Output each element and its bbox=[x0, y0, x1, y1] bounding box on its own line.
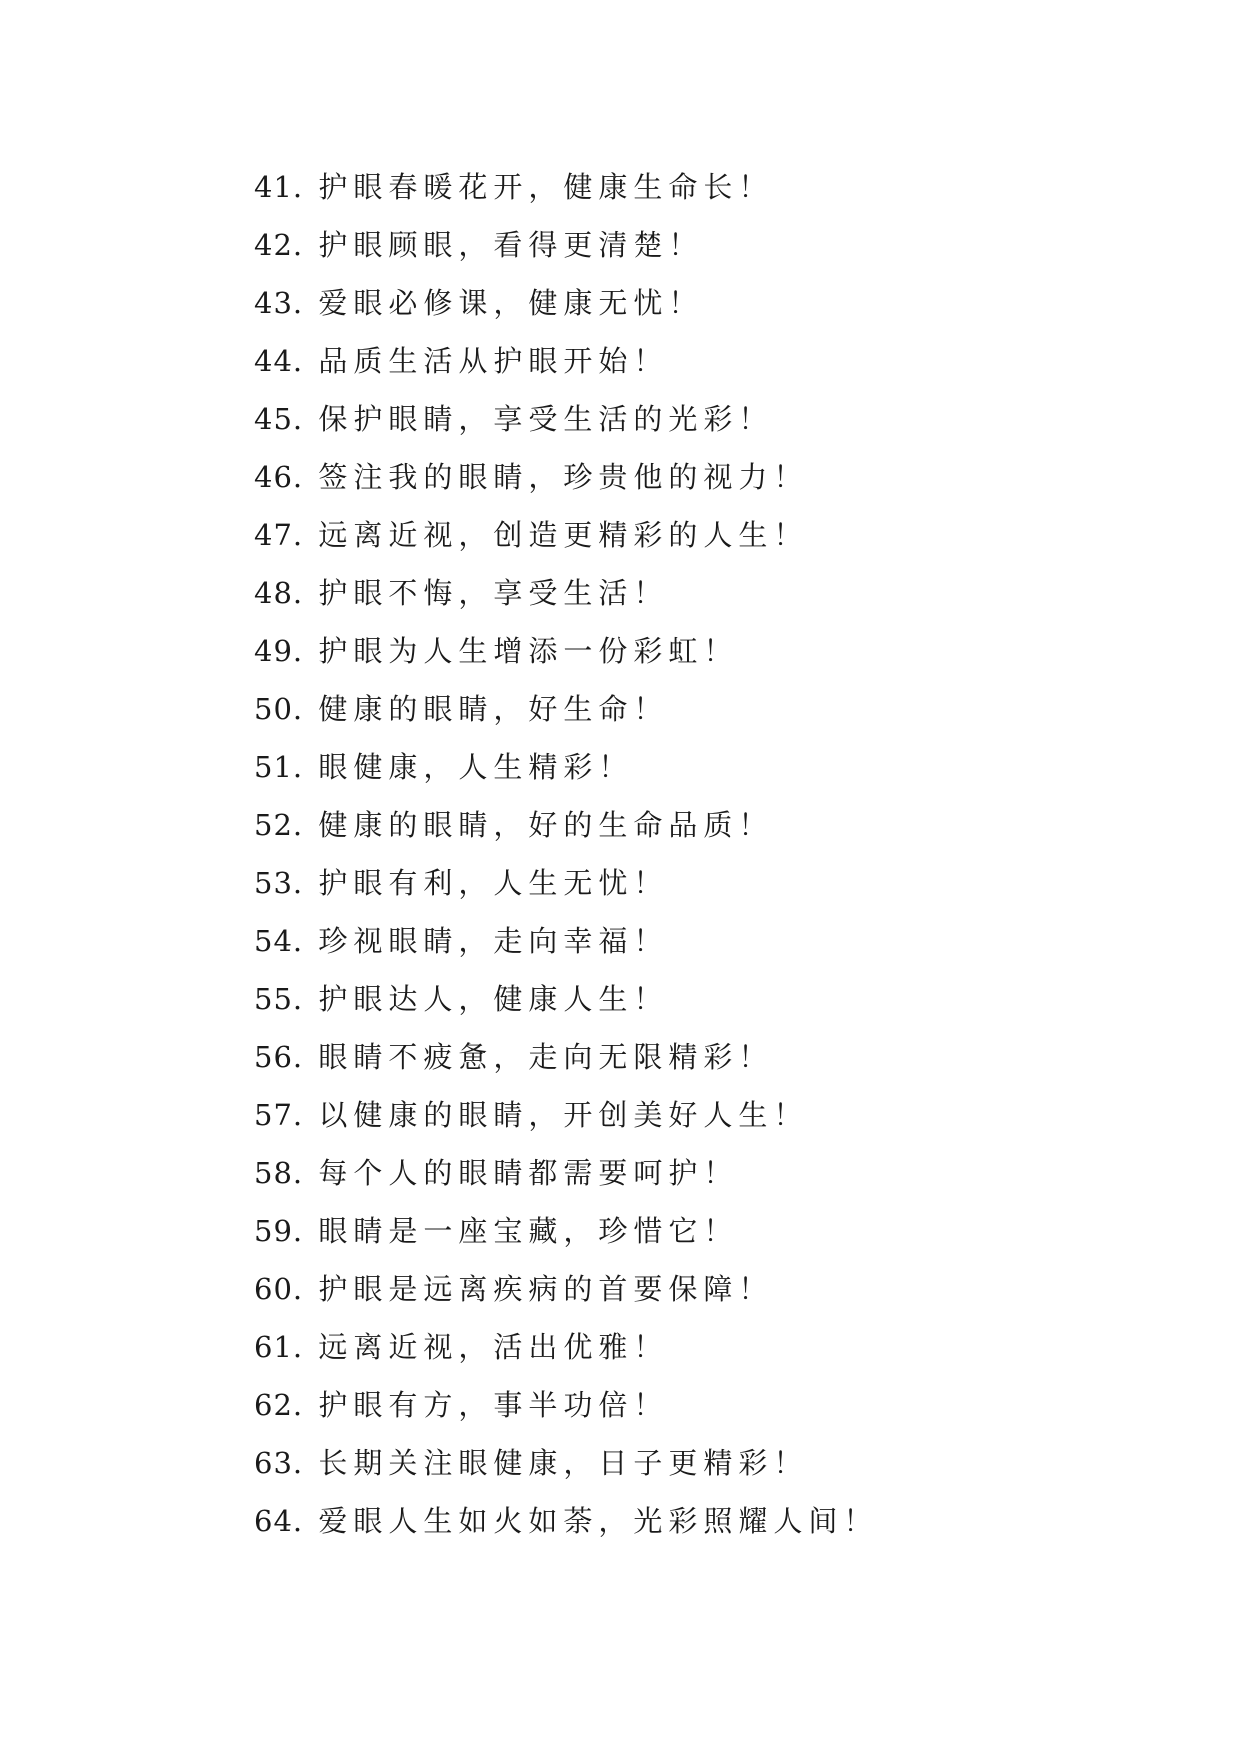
item-text: 健康的眼睛，好的生命品质！ bbox=[318, 808, 774, 842]
item-number: 45. bbox=[254, 402, 304, 436]
item-number: 61. bbox=[254, 1330, 304, 1364]
item-number: 59. bbox=[254, 1214, 304, 1248]
item-text: 护眼有利，人生无忧！ bbox=[318, 866, 669, 900]
item-number: 52. bbox=[254, 808, 304, 842]
list-item bbox=[254, 158, 878, 216]
item-text: 爱眼必修课，健康无忧！ bbox=[318, 286, 704, 320]
item-number: 54. bbox=[254, 924, 304, 958]
list-item bbox=[254, 912, 878, 970]
item-text: 签注我的眼睛，珍贵他的视力！ bbox=[318, 460, 809, 494]
item-number: 57. bbox=[254, 1098, 304, 1132]
list-item bbox=[254, 216, 878, 274]
item-number: 47. bbox=[254, 518, 304, 552]
item-text: 健康的眼睛，好生命！ bbox=[318, 692, 669, 726]
list-item bbox=[254, 796, 878, 854]
list-item bbox=[254, 1376, 878, 1434]
list-item bbox=[254, 854, 878, 912]
item-text: 保护眼睛，享受生活的光彩！ bbox=[318, 402, 774, 436]
item-number: 46. bbox=[254, 460, 304, 494]
list-item bbox=[254, 1434, 878, 1492]
item-text: 长期关注眼健康，日子更精彩！ bbox=[318, 1446, 809, 1480]
item-number: 51. bbox=[254, 750, 304, 784]
item-number: 62. bbox=[254, 1388, 304, 1422]
item-number: 49. bbox=[254, 634, 304, 668]
item-number: 63. bbox=[254, 1446, 304, 1480]
item-text: 眼健康，人生精彩！ bbox=[318, 750, 634, 784]
list-item bbox=[254, 274, 878, 332]
item-text: 以健康的眼睛，开创美好人生！ bbox=[318, 1098, 809, 1132]
item-text: 远离近视，活出优雅！ bbox=[318, 1330, 669, 1364]
item-number: 42. bbox=[254, 228, 304, 262]
list-item bbox=[254, 390, 878, 448]
list-item bbox=[254, 622, 878, 680]
list-item bbox=[254, 1086, 878, 1144]
list-item bbox=[254, 448, 878, 506]
item-number: 44. bbox=[254, 344, 304, 378]
item-text: 珍视眼睛，走向幸福！ bbox=[318, 924, 669, 958]
item-text: 护眼春暖花开，健康生命长！ bbox=[318, 170, 774, 204]
item-number: 48. bbox=[254, 576, 304, 610]
item-text: 眼睛是一座宝藏，珍惜它！ bbox=[318, 1214, 739, 1248]
item-text: 护眼有方，事半功倍！ bbox=[318, 1388, 669, 1422]
item-number: 50. bbox=[254, 692, 304, 726]
item-number: 60. bbox=[254, 1272, 304, 1306]
list-item bbox=[254, 738, 878, 796]
list-item bbox=[254, 564, 878, 622]
item-number: 56. bbox=[254, 1040, 304, 1074]
item-text: 护眼顾眼，看得更清楚！ bbox=[318, 228, 704, 262]
list-item bbox=[254, 680, 878, 738]
item-text: 眼睛不疲惫，走向无限精彩！ bbox=[318, 1040, 774, 1074]
item-text: 每个人的眼睛都需要呵护！ bbox=[318, 1156, 739, 1190]
item-text: 爱眼人生如火如荼，光彩照耀人间！ bbox=[318, 1504, 879, 1538]
item-number: 53. bbox=[254, 866, 304, 900]
slogan-list bbox=[254, 158, 878, 1550]
list-item bbox=[254, 1492, 878, 1550]
list-item bbox=[254, 1260, 878, 1318]
item-text: 远离近视，创造更精彩的人生！ bbox=[318, 518, 809, 552]
item-number: 64. bbox=[254, 1504, 304, 1538]
list-item bbox=[254, 1144, 878, 1202]
item-text: 护眼达人，健康人生！ bbox=[318, 982, 669, 1016]
item-number: 41. bbox=[254, 170, 304, 204]
item-text: 护眼是远离疾病的首要保障！ bbox=[318, 1272, 774, 1306]
item-text: 护眼为人生增添一份彩虹！ bbox=[318, 634, 739, 668]
list-item bbox=[254, 1202, 878, 1260]
item-text: 品质生活从护眼开始！ bbox=[318, 344, 669, 378]
list-item bbox=[254, 332, 878, 390]
item-number: 58. bbox=[254, 1156, 304, 1190]
list-item bbox=[254, 1318, 878, 1376]
item-number: 55. bbox=[254, 982, 304, 1016]
list-item bbox=[254, 1028, 878, 1086]
list-item bbox=[254, 970, 878, 1028]
item-number: 43. bbox=[254, 286, 304, 320]
list-item bbox=[254, 506, 878, 564]
item-text: 护眼不悔，享受生活！ bbox=[318, 576, 669, 610]
